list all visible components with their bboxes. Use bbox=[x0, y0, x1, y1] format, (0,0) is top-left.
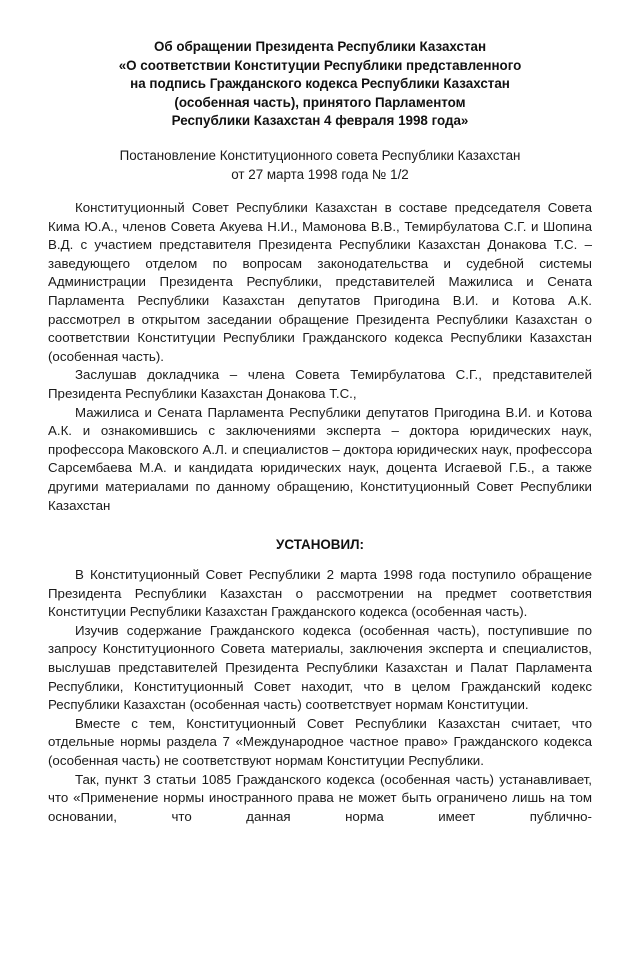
findings-section bbox=[48, 566, 592, 826]
paragraph-findings-article-1085: Так, пункт 3 статьи 1085 Гражданского кодекса (особенная часть) устанавливает, что «Применение нормы иностранного права не может быть ограничено лишь на том основании, что данная норма имеет публично- bbox=[48, 771, 592, 824]
title-line: «О соответствии Конституции Республики представленного bbox=[118, 57, 522, 73]
paragraph-findings-exceptions: Вместе с тем, Конституционный Совет Республики Казахстан считает, что отдельные нормы раздела 7 «Международное частное право» Гражданского кодекса (особенная часть) не соответствуют нормам Конституции Республики. bbox=[48, 715, 592, 768]
title-line: на подпись Гражданского кодекса Республики Казахстан bbox=[130, 76, 510, 92]
paragraph-preamble-materials: Мажилиса и Сената Парламента Республики депутатов Пригодина В.И. и Котова А.К. и ознакомившись с заключениями эксперта – доктора юридических наук, профессора Маковского А.Л. и специалистов – доктора юридических наук, профессора Сарсембаева М.А. и кандидата юридических наук, доцента Исгаевой Г.Б., а также другими материалами по данному обращению, Конституционный Совет Республики Казахстан bbox=[48, 404, 592, 513]
title-line: Об обращении Президента Республики Казахстан bbox=[153, 39, 487, 54]
document-title bbox=[48, 38, 592, 131]
title-line: (особенная часть), принятого Парламентом bbox=[174, 94, 466, 110]
section-heading-established: УСТАНОВИЛ: bbox=[276, 537, 364, 552]
title-line: Республики Казахстан 4 февраля 1998 года» bbox=[171, 113, 469, 129]
resolution-date-number: от 27 марта 1998 года № 1/2 bbox=[231, 166, 409, 182]
resolution-name: Постановление Конституционного совета Республики Казахстан bbox=[119, 148, 521, 163]
paragraph-findings-receipt: В Конституционный Совет Республики 2 марта 1998 года поступило обращение Президента Республики Казахстан о рассмотрении на предмет соответствия Конституции Республики Казахстан Гражданского кодекса (особенная часть). bbox=[48, 567, 592, 620]
document-subtitle bbox=[48, 147, 592, 184]
paragraph-findings-conformity: Изучив содержание Гражданского кодекса (особенная часть), поступившие по запросу Конституционного Совета материалы, заключения эксперта и специалистов, выслушав представителей Президента Республики Казахстан и Палат Парламента Республики, Конституционный Совет находит, что в целом Гражданский кодекс Республики Казахстан (особенная часть) соответствует нормам Конституции. bbox=[48, 622, 592, 713]
preamble-section bbox=[48, 199, 592, 515]
paragraph-preamble-composition: Конституционный Совет Республики Казахстан в составе председателя Совета Кима Ю.А., членов Совета Акуева Н.И., Мамонова В.В., Темирбулатова С.Г. и Шопина В.Д. с участием представителя Президента Республики Казахстан Донакова Т.С. – заведующего отделом по вопросам законодательства и судебной системы Администрации Президента Республики, представителей Мажилиса и Сената Парламента Республики Казахстан депутатов Пригодина В.И. и Котова А.К. рассмотрел в открытом заседании обращение Президента Республики Казахстан о соответствии Конституции Республики Гражданского кодекса Республики Казахстан (особенная часть). bbox=[48, 200, 592, 364]
paragraph-preamble-hearing: Заслушав докладчика – члена Совета Темирбулатова С.Г., представителей Президента Республики Казахстан Донакова Т.С., bbox=[48, 367, 592, 401]
